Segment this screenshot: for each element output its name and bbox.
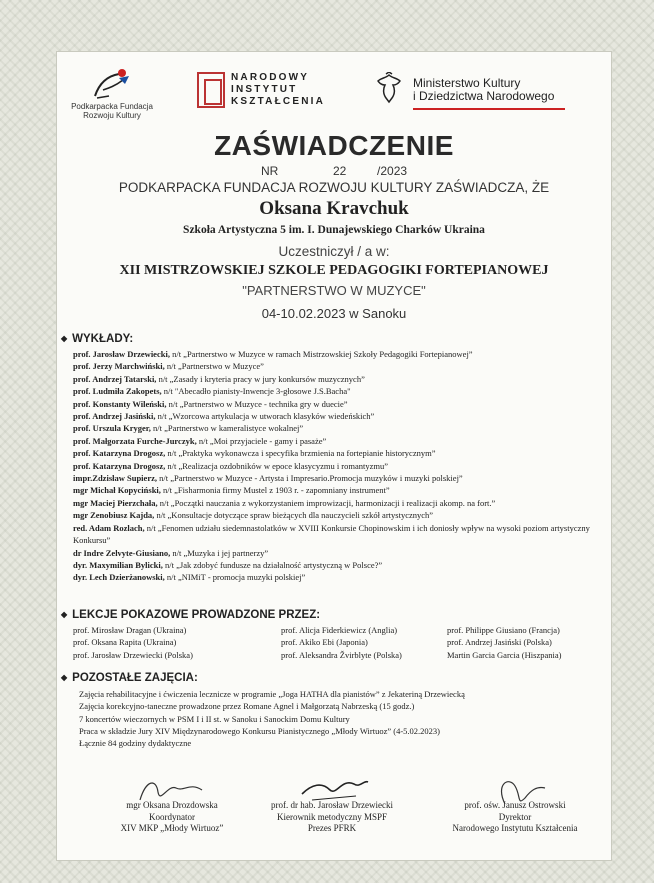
lesson-teacher: prof. Oksana Rapita (Ukraina) — [73, 637, 177, 648]
lesson-teacher: prof. Akiko Ebi (Japonia) — [281, 637, 368, 648]
ministry-logo-line1: Ministerstwo Kultury — [413, 76, 521, 90]
nr-value: 22 — [332, 164, 347, 178]
lecturer-name: mgr Maciej Pierzchała, — [73, 497, 158, 508]
certificate-title: ZAŚWIADCZENIE — [214, 130, 454, 161]
lesson-teacher: prof. Aleksandra Žvirblyte (Polska) — [281, 649, 402, 660]
lecturer-name: prof. Andrzej Tatarski, — [73, 373, 157, 384]
signature-method-head — [237, 800, 427, 835]
lecture-item — [73, 472, 603, 484]
pfrk-logo-line2: Rozwoju Kultury — [83, 111, 141, 120]
lecturer-name: prof. Ludmiła Zakopets, — [73, 386, 162, 397]
ministry-logo — [375, 72, 605, 116]
recipient-school: Szkoła Artystyczna 5 im. I. Dunajewskiego Charków Ukraina — [183, 224, 485, 236]
lecture-topic: n/t „Początki nauczania z wykorzystaniem improwizacji, harmonizacji i realizacji akomp. na fort.” — [157, 497, 496, 508]
lesson-teacher: prof. Jarosław Drzewiecki (Polska) — [73, 649, 193, 660]
lesson-teacher: prof. Mirosław Dragan (Ukraina) — [73, 625, 187, 635]
rider-icon — [89, 66, 135, 102]
lecturer-name: prof. Urszula Kryger, — [73, 423, 151, 434]
lecturer-name: prof. Konstanty Wileński, — [73, 398, 167, 409]
lesson-teacher: prof. Alicja Fiderkiewicz (Anglia) — [281, 625, 398, 635]
ministry-accent-bar — [413, 108, 565, 110]
lecturer-name: prof. Małgorzata Furche-Jurczyk, — [73, 435, 197, 446]
lecture-topic: n/t "Abecadło pianisty-Inwencje 3-głosowe J.S.Bacha" — [161, 386, 351, 397]
lecture-item — [73, 373, 603, 385]
signer-org: Prezes PFRK — [307, 823, 357, 833]
lecturer-name: dr Indre Zelvyte-Giusiano, — [73, 547, 171, 558]
lecture-item — [73, 398, 603, 410]
lecturer-name: prof. Jerzy Marchwiński, — [73, 361, 165, 372]
other-activity: Łącznie 84 godziny dydaktyczne — [79, 738, 192, 749]
lecturer-name: prof. Katarzyna Drogosz, — [73, 460, 166, 471]
lecture-item — [73, 547, 603, 559]
eagle-icon — [375, 72, 401, 102]
lecturer-name: red. Adam Rozlach, — [73, 522, 145, 533]
logo-row — [57, 66, 611, 126]
signer-name: mgr Oksana Drozdowska — [126, 800, 218, 810]
signature-director — [425, 800, 605, 835]
handwritten-signature-icon — [292, 774, 372, 810]
ministry-logo-line2: i Dziedzictwa Narodowego — [413, 89, 555, 103]
lecture-item — [73, 447, 603, 459]
certificate-sheet — [57, 52, 611, 860]
lecturer-name: dyr. Maxymilian Bylicki, — [73, 559, 163, 570]
lecture-item — [73, 435, 603, 447]
lecture-item — [73, 385, 603, 397]
lecturer-name: impr.Zdzisław Supierz, — [73, 473, 157, 484]
lecture-topic: n/t „Jak zdobyć fundusze na działalność artystyczną w Polsce?” — [162, 559, 383, 570]
lecture-item — [73, 571, 603, 583]
nik-square-icon — [197, 72, 225, 108]
lecture-topic: n/t „Zasady i kryteria pracy w jury konkursów muzycznych” — [156, 373, 365, 384]
nik-logo-name: NARODOWY INSTYTUT KSZTAŁCENIA — [231, 72, 326, 107]
lecture-topic: n/t „Moi przyjaciele - gamy i pasaże” — [196, 435, 327, 446]
lecture-topic: n/t „Wzorcowa artykulacja w utworach klasyków wiedeńskich” — [155, 411, 375, 422]
lecture-topic: n/t „Partnerstwo w kameralistyce wokalnej” — [150, 423, 304, 434]
event-name: XII MISTRZOWSKIEJ SZKOLE PEDAGOGIKI FORTEPIANOWEJ — [119, 263, 549, 278]
other-activity: Zajęcia korekcyjno-taneczne prowadzone przez Romane Agnel i Małgorzatą Nabrzeską (15 godz.) — [79, 701, 415, 712]
nr-label: NR — [260, 164, 279, 178]
ministry-logo-text — [413, 77, 554, 103]
lecturer-name: prof. Jarosław Drzewiecki, — [73, 349, 170, 359]
lecture-item — [73, 484, 603, 496]
lecture-item — [73, 559, 603, 571]
signer-org: Narodowego Instytutu Kształcenia — [452, 823, 578, 833]
lessons-col-2 — [281, 624, 402, 661]
lectures-list — [73, 348, 603, 584]
lecturer-name: mgr Zenobiusz Kajda, — [73, 510, 155, 521]
signatures-row — [57, 800, 611, 856]
lesson-teacher: prof. Andrzej Jasiński (Polska) — [447, 637, 552, 648]
lesson-teacher: Martin Garcia Garcia (Hiszpania) — [447, 649, 562, 660]
lecture-topic: n/t „NIMiT - promocja muzyki polskiej” — [164, 572, 306, 583]
lecture-topic: n/t „Fisharmonia firmy Mustel z 1903 r. - zapomniany instrument” — [160, 485, 390, 496]
other-title: ◆ POZOSTAŁE ZAJĘCIA: — [61, 672, 198, 684]
lecture-topic: n/t „Praktyka wykonawcza i specyfika brzmienia na fortepianie historycznym” — [165, 448, 436, 459]
lectures-title: ◆ WYKŁADY: — [61, 333, 133, 345]
declaration-line: PODKARPACKA FUNDACJA ROZWOJU KULTURY ZAŚWIADCZA, ŻE — [118, 180, 550, 195]
lecture-item — [73, 460, 603, 472]
lecturer-name: prof. Andrzej Jasiński, — [73, 411, 156, 422]
signer-org: XIV MKP „Młody Wirtuoz” — [120, 823, 224, 833]
lecture-topic: n/t „Konsultacje dotyczące spraw bieżących dla nauczycieli szkół artystycznych” — [154, 510, 434, 521]
other-activities-list — [79, 688, 599, 749]
lecture-topic: n/t „Partnerstwo w Muzyce w ramach Mistrzowskiej Szkoły Pedagogiki Fortepianowej” — [169, 349, 473, 359]
nik-logo — [197, 72, 337, 112]
event-subtitle: "PARTNERSTWO W MUZYCE" — [242, 283, 426, 298]
signer-role: Koordynator — [149, 811, 195, 822]
lesson-teacher: prof. Philippe Giusiano (Francja) — [447, 625, 560, 635]
signature-coordinator — [97, 800, 247, 835]
signer-name: prof. ośw. Janusz Ostrowski — [464, 800, 566, 810]
other-activity: Praca w składzie Jury XIV Międzynarodowego Konkursu Pianistycznego „Młody Wirtuoz” (4-5.02.2023) — [79, 725, 440, 736]
lecture-item — [73, 509, 603, 521]
lecturer-name: dyr. Lech Dzierżanowski, — [73, 572, 165, 583]
handwritten-signature-icon — [132, 774, 212, 810]
pfrk-logo-line1: Podkarpacka Fundacja — [71, 102, 153, 111]
lecturer-name: mgr Michał Kopyciński, — [73, 485, 161, 496]
lessons-col-3 — [447, 624, 561, 661]
lecture-item — [73, 360, 603, 372]
certificate-number — [57, 164, 611, 178]
signer-role: Dyrektor — [498, 811, 532, 822]
pfrk-logo — [69, 66, 155, 120]
lessons-title: ◆ LEKCJE POKAZOWE PROWADZONE PRZEZ: — [61, 609, 320, 621]
lecture-topic: n/t „Partnerstwo w Muzyce” — [164, 361, 264, 372]
nr-year: /2023 — [377, 164, 408, 178]
participation-line: Uczestniczył / a w: — [278, 244, 390, 259]
other-activity: Zajęcia rehabilitacyjne i ćwiczenia lecznicze w programie „Joga HATHA dla pianistów” z Jekateriną Drzewiecką — [79, 689, 465, 699]
lecture-item — [73, 497, 603, 509]
signer-role: Kierownik metodyczny MSPF — [277, 811, 387, 822]
lecture-item — [73, 422, 603, 434]
lessons-col-1 — [73, 624, 193, 661]
lecture-topic: n/t „Partnerstwo w Muzyce - Artysta i Impresario.Promocja muzyków i muzyki polskiej” — [157, 473, 463, 484]
lecture-topic: n/t „Partnerstwo w Muzyce - technika gry w duecie” — [166, 398, 348, 409]
signer-name: prof. dr hab. Jarosław Drzewiecki — [271, 800, 393, 810]
lecturer-name: prof. Katarzyna Drogosz, — [73, 448, 166, 459]
lecture-topic: n/t „Fenomen udziału siedemnastolatków w XVIII Konkursie Chopinowskim i ich doniosły wpływ na wysoki poziom artystyczny Konkursu” — [73, 522, 590, 546]
lecture-topic: n/t „Muzyka i jej partnerzy” — [170, 547, 269, 558]
lecture-item — [73, 522, 603, 547]
other-activity: 7 koncertów wieczornych w PSM I i II st. w Sanoku i Sanockim Domu Kultury — [79, 713, 350, 724]
lecture-item — [73, 410, 603, 422]
lecture-topic: n/t „Realizacja ozdobników w epoce klasycyzmu i romantyzmu” — [165, 460, 389, 471]
recipient-name: Oksana Kravchuk — [259, 198, 409, 219]
handwritten-signature-icon — [475, 774, 555, 810]
lecture-item — [73, 348, 603, 360]
event-dates: 04-10.02.2023 w Sanoku — [261, 306, 407, 321]
